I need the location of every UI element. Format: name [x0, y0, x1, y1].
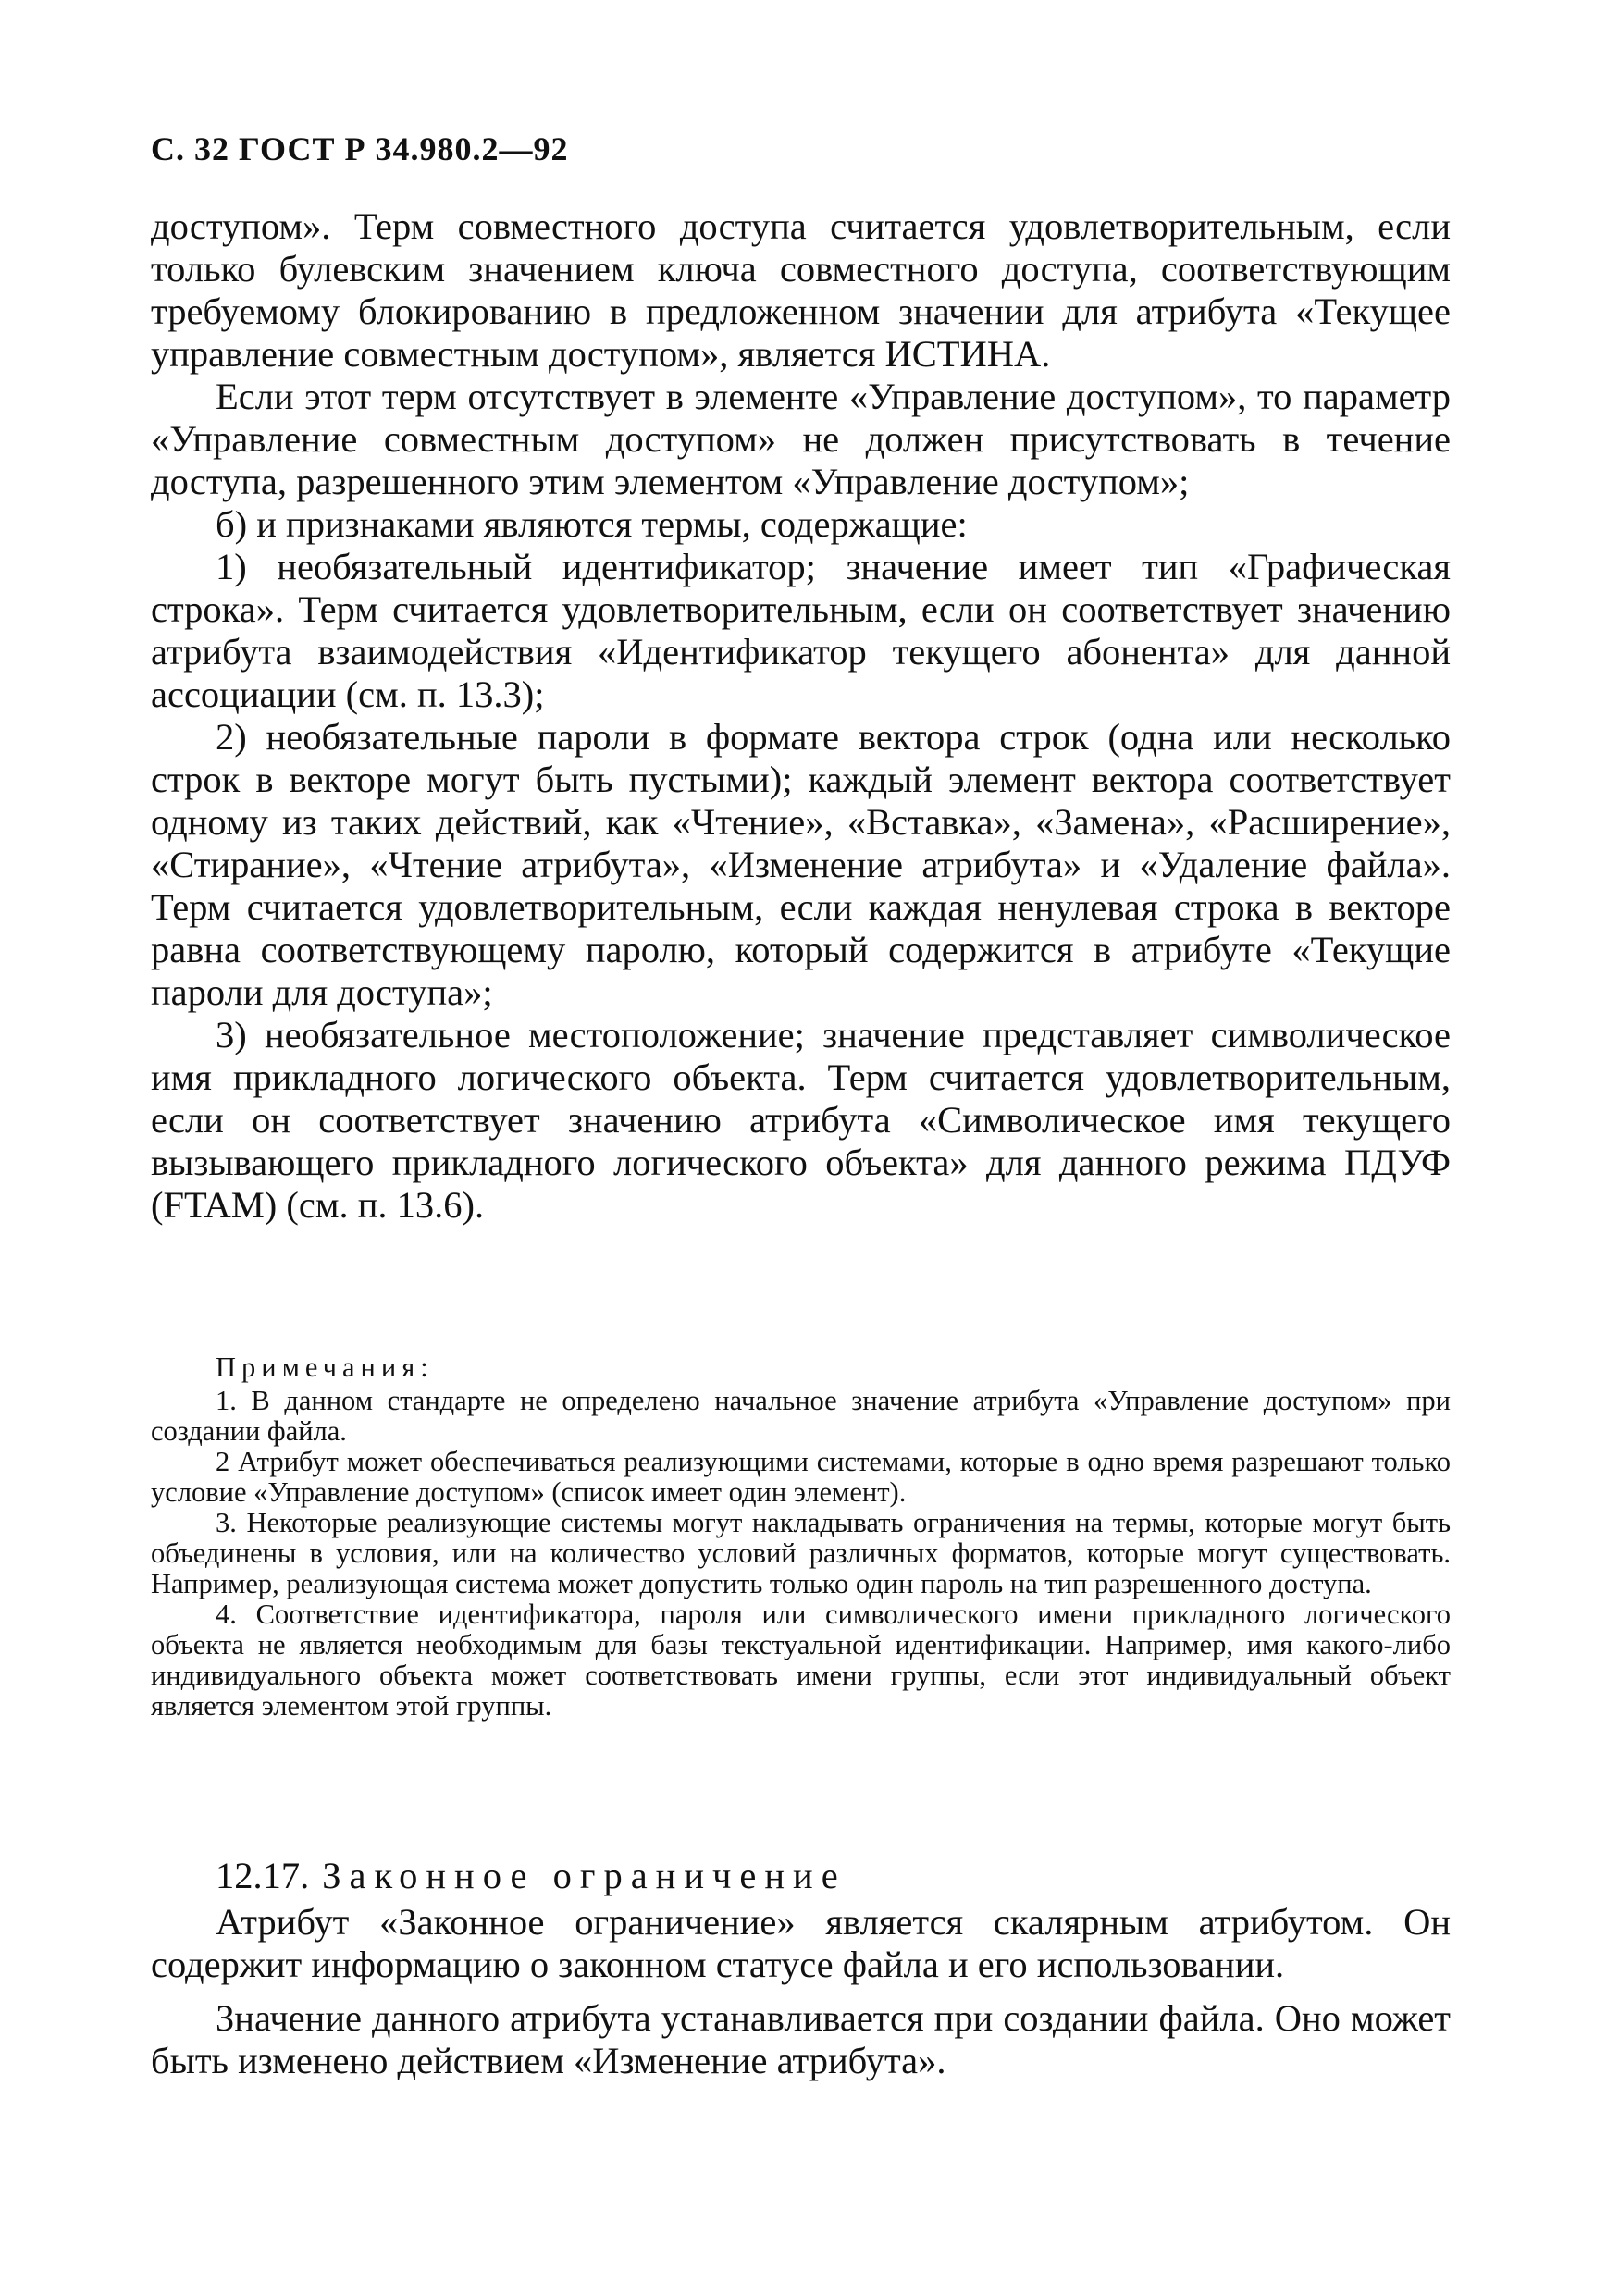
note-item: 1. В данном стандарте не определено начальное значение атрибута «Управление доступом» при создании файла.	[151, 1385, 1451, 1447]
list-item-location: 3) необязательное местоположение; значение представляет символическое имя прикладного логического объекта. Терм считается удовлетворительным, если он соответствует значению атрибута «Символическое имя текущего вызывающего прикладного логического объекта» для данного режима ПДУФ (FTAM) (см. п. 13.6).	[151, 1014, 1451, 1226]
notes-block	[151, 1352, 1451, 1722]
notes-title: Примечания:	[216, 1352, 434, 1383]
note-item: 4. Соответствие идентификатора, пароля или символического имени прикладного логического объекта не является необходимым для базы текстуальной идентификации. Например, имя какого-либо индивидуального объекта может соответствовать имени группы, если этот индивидуальный объект является элементом этой группы.	[151, 1599, 1451, 1722]
note-item: 2 Атрибут может обеспечиваться реализующими системами, которые в одно время разрешают только условие «Управление доступом» (список имеет один элемент).	[151, 1446, 1451, 1508]
page-header: С. 32 ГОСТ Р 34.980.2—92	[151, 130, 569, 167]
paragraph-continuation: доступом». Терм совместного доступа считается удовлетворительным, если только булевским значением ключа совместного доступа, соответствующим требуемому блокированию в предложенном значении для атрибута «Текущее управление совместным доступом», является ИСТИНА.	[151, 205, 1451, 375]
note-item: 3. Некоторые реализующие системы могут накладывать ограничения на термы, которые могут быть объединены в условия, или на количество условий различных форматов, которые могут существовать. Например, реализующая система может допустить только один пароль на тип разрешенного доступа.	[151, 1507, 1451, 1599]
section-paragraph: Значение данного атрибута устанавливается при создании файла. Оно может быть изменено действием «Изменение атрибута».	[151, 1997, 1451, 2081]
section-heading	[216, 1855, 1451, 1897]
list-item-identifier: 1) необязательный идентификатор; значение имеет тип «Графическая строка». Терм считается удовлетворительным, если он соответствует значению атрибута взаимодействия «Идентификатор текущего абонента» для данной ассоциации (см. п. 13.3);	[151, 546, 1451, 715]
section-12-17	[151, 1855, 1451, 2082]
main-text	[151, 205, 1451, 1227]
section-number: 12.17.	[216, 1855, 310, 1896]
list-item-passwords: 2) необязательные пароли в формате вектора строк (одна или несколько строк в векторе могут быть пустыми); каждый элемент вектора соответствует одному из таких действий, как «Чтение», «Вставка», «Замена», «Расширение», «Стирание», «Чтение атрибута», «Изменение атрибута» и «Удаление файла». Терм считается удовлетворительным, если каждая ненулевая строка в векторе равна соответствующему паролю, который содержится в атрибуте «Текущие пароли для доступа»;	[151, 716, 1451, 1013]
section-paragraph: Атрибут «Законное ограничение» является скалярным атрибутом. Он содержит информацию о законном статусе файла и его использовании.	[151, 1901, 1451, 1985]
section-title: Законное ограничение	[322, 1855, 847, 1896]
paragraph-list-intro: б) и признаками являются термы, содержащие:	[216, 503, 968, 545]
paragraph-term-absent: Если этот терм отсутствует в элементе «Управление доступом», то параметр «Управление совместным доступом» не должен присутствовать в течение доступа, разрешенного этим элементом «Управление доступом»;	[151, 376, 1451, 502]
